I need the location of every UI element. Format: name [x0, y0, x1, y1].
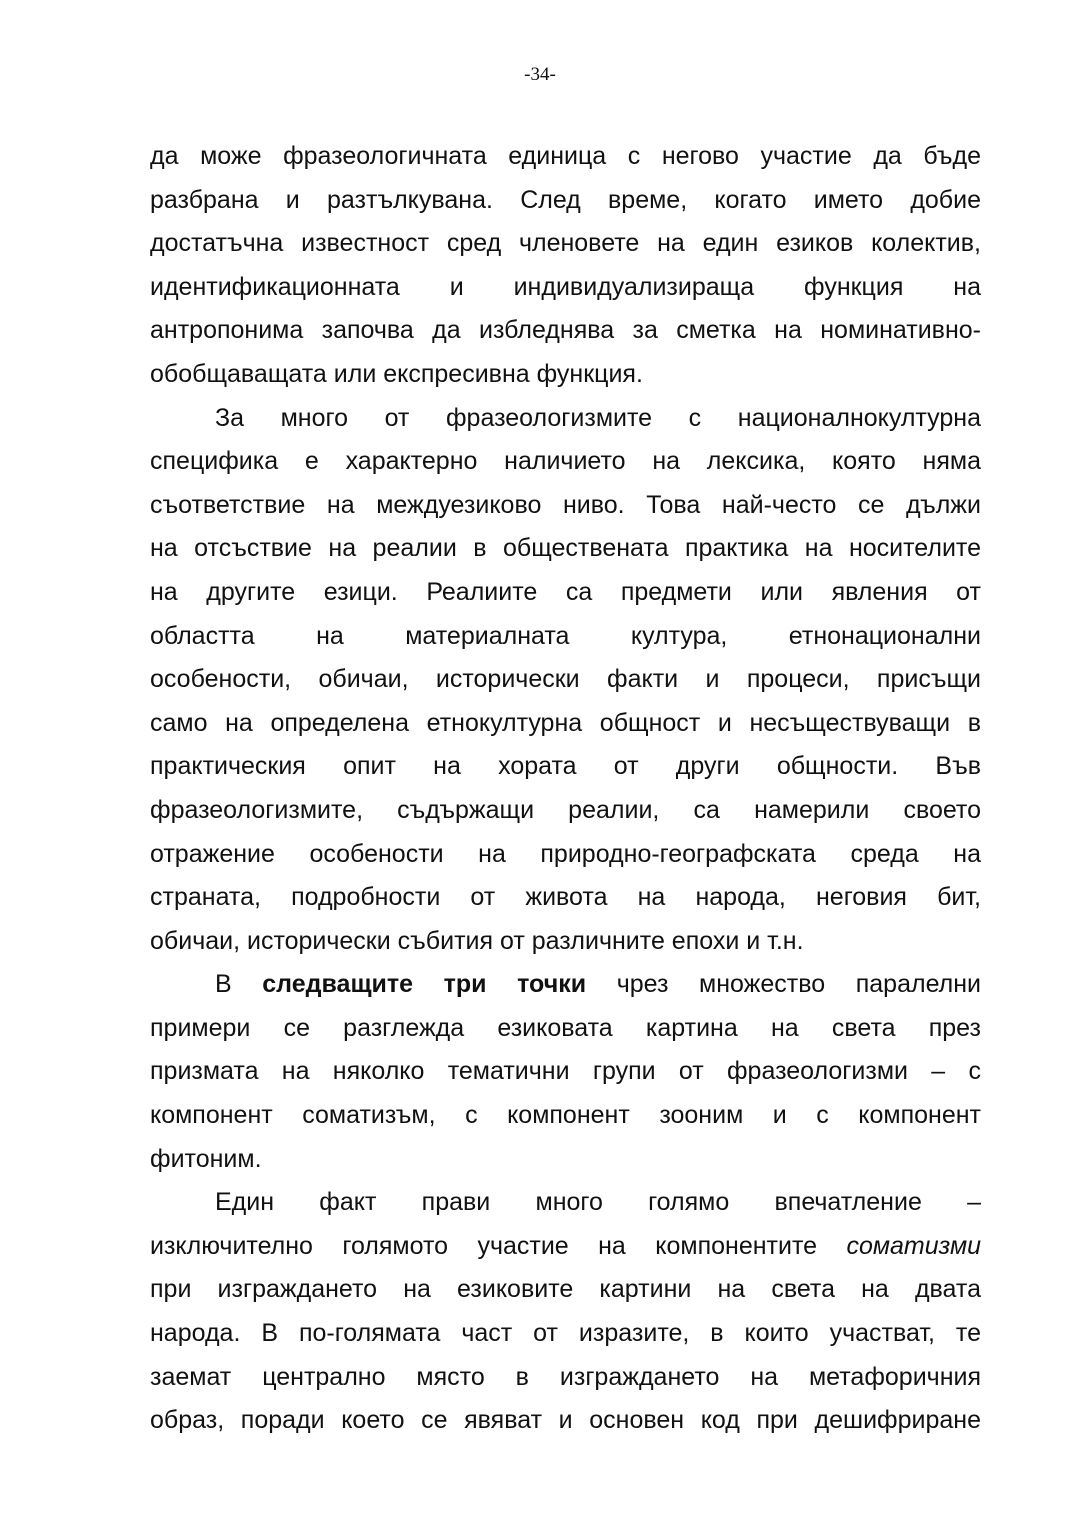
text-line: разбрана и разтълкувана. След време, когато името добие [150, 185, 981, 214]
text-line [150, 1225, 981, 1269]
text-line: да може фразеологичната единица с негово участие да бъде [150, 142, 981, 170]
text-run: чрез множество паралелни [586, 970, 982, 999]
text-line: фитоним. [150, 1144, 262, 1173]
text-line: Един факт прави много голямо впечатление – [215, 1188, 981, 1217]
text-line: заемат централно място в изграждането на метафоричния [150, 1362, 981, 1391]
text-run: В [215, 970, 263, 999]
paragraph [150, 135, 981, 397]
text-line: страната, подробности от живота на народа, неговия бит, [150, 883, 981, 912]
text-line: специфика е характерно наличието на лексика, която няма [150, 447, 981, 476]
text-line: народа. В по-голямата част от изразите, в които участват, те [150, 1319, 981, 1348]
body-text [150, 135, 981, 1443]
text-line: само на определена етнокултурна общност и несъществуващи в [150, 708, 981, 737]
text-line: примери се разглежда езиковата картина на света през [150, 1013, 981, 1042]
text-line: компонент соматизъм, с компонент зооним и с компонент [150, 1101, 981, 1130]
text-line: обобщаващата или експресивна функция. [150, 359, 643, 388]
italic-term: соматизми [846, 1231, 981, 1260]
paragraph [150, 963, 981, 1181]
text-line: призмата на няколко тематични групи от фразеологизми – с [150, 1057, 981, 1086]
paragraph [150, 397, 981, 964]
text-line: фразеологизмите, съдържащи реалии, са намерили своето [150, 795, 981, 824]
text-line: образ, поради което се явяват и основен код при дешифриране [150, 1406, 981, 1435]
paragraph [150, 1181, 981, 1443]
text-line: особености, обичаи, исторически факти и процеси, присъщи [150, 665, 981, 694]
text-line: отражение особености на природно-географската среда на [150, 839, 981, 868]
text-run: изключително голямото участие на компонентите [150, 1231, 847, 1260]
bold-phrase: следващите три точки [262, 970, 587, 999]
text-line [150, 963, 981, 1007]
text-line: практическия опит на хората от други общности. Във [150, 752, 981, 781]
text-line: антропонима започва да избледнява за сметка на номинативно- [150, 316, 981, 345]
text-line: областта на материалната култура, етнонационални [150, 621, 981, 650]
text-line: на другите езици. Реалиите са предмети или явления от [150, 577, 981, 606]
text-line: при изграждането на езиковите картини на света на двата [150, 1275, 981, 1304]
text-line: За много от фразеологизмите с националнокултурна [215, 403, 981, 432]
text-line: съответствие на междуезиково ниво. Това най-често се дължи [150, 490, 981, 519]
text-line: идентификационната и индивидуализираща функция на [150, 272, 981, 301]
text-line: обичаи, исторически събития от различните епохи и т.н. [150, 926, 804, 955]
text-line: на отсъствие на реалии в обществената практика на носителите [150, 534, 981, 563]
text-line: достатъчна известност сред членовете на един езиков колектив, [150, 229, 981, 258]
page-number: -34- [524, 64, 556, 85]
